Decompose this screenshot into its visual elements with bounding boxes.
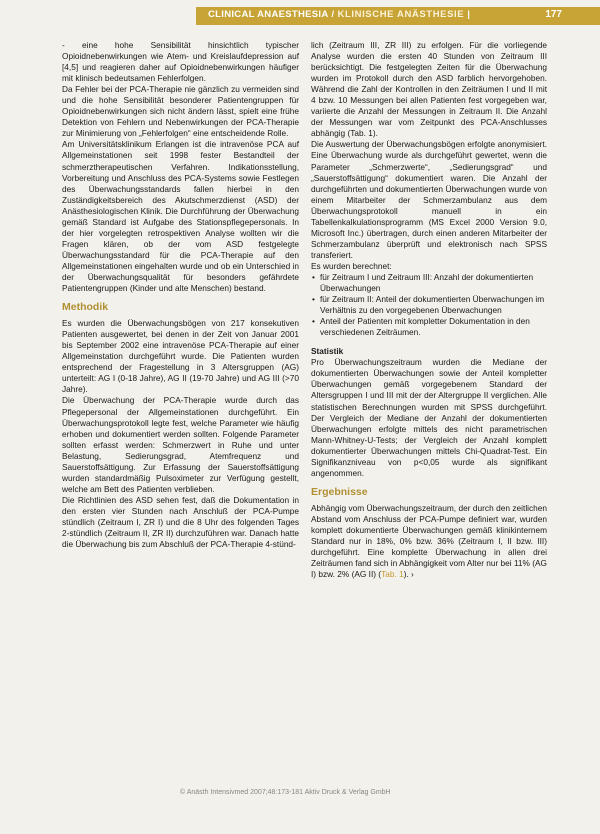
list-item: • für Zeitraum I und Zeitraum III: Anzahl der dokumentierten Überwachungen [320, 272, 547, 294]
list-item: • für Zeitraum II: Anteil der dokumentierten Überwachungen im Verhältnis zu den vorgegebenen Überwachungen [320, 294, 547, 316]
page-number: 177 [545, 9, 562, 20]
body-paragraph [311, 503, 547, 580]
body-paragraph: Da Fehler bei der PCA-Therapie nie gänzlich zu vermeiden sind und die hohe Sensibilität besonderer Patientengruppen für Opioidnebenwirkungen sich nicht ändern lässt, spielt eine frühe Detektion von Fehlern und Nebenwirkungen der PCA-Therapie zur Minimierung von „Fehlerfolgen“ eine entscheidende Rolle. [62, 84, 299, 139]
section-en: CLINICAL ANAESTHESIA [208, 9, 329, 20]
header-divider: | [467, 9, 471, 20]
statistik-heading: Statistik [311, 346, 344, 357]
body-paragraph: Am Universitätsklinikum Erlangen ist die intravenöse PCA auf Allgemeinstationen seit 1998 fester Bestandteil der schmerztherapeutischen Verfahren. Indikationsstellung, Vorbereitung und Anschluss des PCA-Systems sowie Festlegen des Überwachungsstandards fallen hierbei in den Zuständigkeitsbereich des Akutschmerzdienst (ASD) der Anästhesiologischen Klinik. Die Durchführung der Überwachung gemäß Standard ist Aufgabe des Stationspflegepersonals. In der hier vorgelegten retrospektiven Analyse wollten wir die Fragen klären, ob der vom ASD festgelegte Überwachungsstandard für die PCA-Therapie auf den Allgemeinstationen eingehalten wurde und ob ein Unterschied in der Überwachungsqualität für besonders gefährdete Patientengruppen (Kinder und alte Menschen) bestand. [62, 139, 299, 294]
body-paragraph: Die Richtlinien des ASD sehen fest, daß die Dokumentation in den ersten vier Stunden nach Anschluß der PCA-Pumpe stündlich (Zeitraum I, ZR I) und die 8 Uhr des folgenden Tages 2-stündlich (Zeitraum II, ZR II) durchzuführen war. Danach hatte die Überwachung bis zum Abschluß der PCA-Therapie 4-stünd- [62, 494, 299, 550]
results-text-end: ). › [403, 569, 414, 580]
footer-copyright: © Anästh Intensivmed 2007;48:173-181 Aktiv Druck & Verlag GmbH [180, 789, 391, 796]
body-paragraph: Es wurden die Überwachungsbögen von 217 konsekutiven Patienten ausgewertet, bei denen in der Zeit von Januar 2001 bis September 2002 eine intravenöse PCA-Therapie auf einer Allgemeinstation durchgeführt wurde. Die Patienten wurden entsprechend der Fragestellung in 3 Altersgruppen (AG) unterteilt: AG I (0-18 Jahre), AG II (19-70 Jahre) und AG III (>70 Jahre). [62, 318, 299, 395]
methodik-heading: Methodik [62, 301, 109, 314]
body-paragraph: Pro Überwachungszeitraum wurden die Mediane der dokumentierten Überwachungen sowie der Anteil kompletter Überwachungen gemäß vorgegebenem Standard der Altersgruppen I und III mit der der Altergruppe II verglichen. Alle statistischen Berechnungen wurden mit SPSS durchgeführt. Der Vergleich der Mediane der Anzahl der dokumentierten Überwachungen erfolgte mittels des nicht parametrischen Mann-Whitney-U-Tests; der Vergleich der Anzahl komplett dokumentierter Überwachungen mittels Chi-Quadrat-Test. Ein Signifikanzniveau von p<0,05 wurde als signifikant angenommen. [311, 357, 547, 478]
table-reference-link[interactable]: Tab. 1 [381, 569, 404, 580]
section-de: KLINISCHE ANÄSTHESIE [337, 9, 465, 20]
body-paragraph: lich (Zeitraum III, ZR III) zu erfolgen. Für die vorliegende Analyse wurden die ersten 40 Stunden von Zeitraum III berücksichtigt. Die festgelegten Zeiten für die Überwachung wurden im Protokoll durch den ASD farblich hervorgehoben. Während die Zahl der Kontrollen in den Zeiträumen I und II mit 4 bzw. 10 Messungen bei allen Patienten fest vorgegeben war, variierte die Anzahl der Messungen in Zeitraum II. Die Anzahl der Messungen war vom Zeitpunkt des PCA-Anschlusses abhängig (Tab. 1). [311, 40, 547, 139]
list-item: • Anteil der Patienten mit kompletter Dokumentation in den verschiedenen Zeiträumen. [320, 316, 547, 338]
body-paragraph: Die Auswertung der Überwachungsbögen erfolgte anonymisiert. Eine Überwachung wurde als durchgeführt gewertet, wenn die Parameter „Schmerzwerte“, „Sedierungsgrad“ und „Sauerstoffsättigung“ dokumentiert waren. Die Anzahl der durchgeführten und dokumentierten Überwachungen wurde von einem Mitarbeiter der Schmerzambulanz aus dem Überwachungsprotokoll manuell in ein Tabellenkalkulationsprogramm (MS Excel 2000 Version 9.0, Microsoft Inc.) übertragen, durch einen anderen Mitarbeiter der Schmerzambulanz überprüft und elektronisch nach SPSS transferiert. [311, 139, 547, 260]
right-column [311, 40, 547, 580]
header-separator: / [331, 9, 335, 20]
calculation-list [311, 272, 547, 338]
ergebnisse-heading: Ergebnisse [311, 485, 368, 498]
results-text: Abhängig vom Überwachungszeitraum, der durch den zeitlichen Abstand vom Anschluss der PCA-Pumpe definiert war, wurden komplett dokumentierte Überwachungen gemäß klinikinternem Standard nur in 18%, 0% bzw. 36% (Zeitraum I, II bzw. III) durchgeführt. Eine komplette Überwachung in allen drei Zeiträumen fand sich in Abhängigkeit vom Alter nur bei 11% (AG I) bzw. 2% (AG II) ( [311, 502, 547, 580]
running-header-title [208, 9, 473, 20]
left-column [62, 40, 299, 550]
body-paragraph: - eine hohe Sensibilität hinsichtlich typischer Opioidnebenwirkungen wie Atem- und Kreislaufdepression auf [4,5] und reagieren daher auf Opioidnebenwirkungen häufiger mit klinisch bedeutsamen Fehlerfolgen. [62, 40, 299, 84]
running-header [196, 7, 600, 25]
body-paragraph: Die Überwachung der PCA-Therapie wurde durch das Pflegepersonal der Allgemeinstationen durchgeführt. Ein Überwachungsprotokoll legte fest, welche Parameter wie häufig erhoben und dokumentiert werden sollten. Folgende Parameter sollten erfasst werden: Schmerzwert in Ruhe und unter Belastung, Sedierungsgrad, Atemfrequenz und Sauerstoffsättigung. Zur Erfassung der Sauerstoffsättigung wurden standardmäßig Pulsoximeter zur Verfügung gestellt, welche am Bett des Patienten verblieben. [62, 395, 299, 494]
body-paragraph: Es wurden berechnet: [311, 260, 392, 271]
